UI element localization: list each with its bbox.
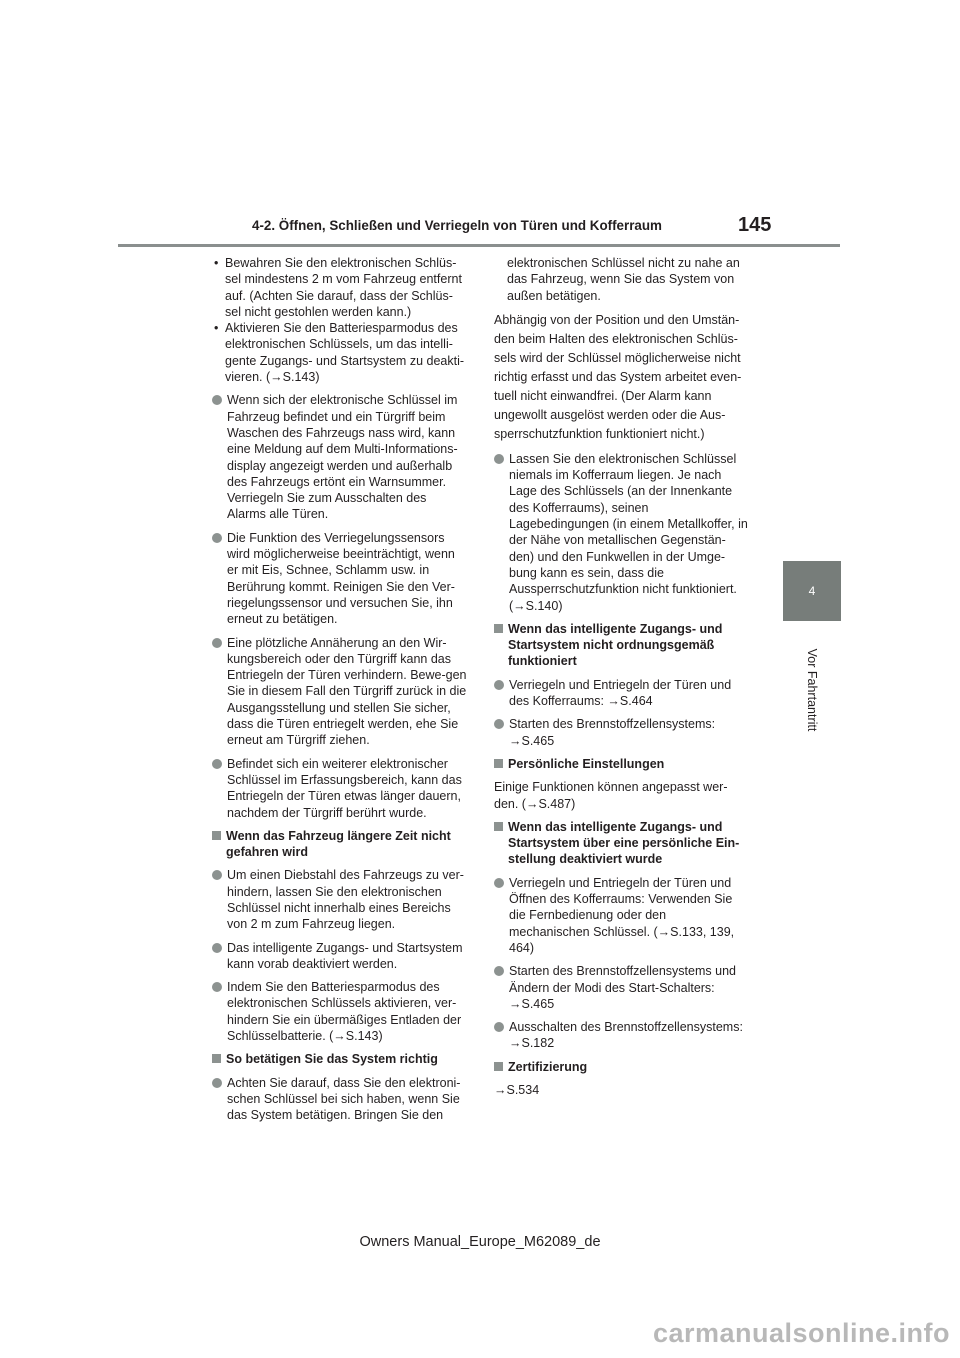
note-item: Lassen Sie den elektronischen Schlüssel niemals im Kofferraum liegen. Je nach Lage des Schlüssels (an der Innenkante des Kofferraums), seinen Lagebedingungen (in einem Metallkoffer, in der Nähe von metallischen Gegenstän-den) und den Funkwellen in der Umge-bung kann es sein, dass die Aussperrschutzfunktion nicht funktioniert. (→S.140)	[494, 451, 750, 614]
list-item: • Bewahren Sie den elektronischen Schlüs-sel mindestens 2 m vom Fahrzeug entfernt auf. (Achten Sie darauf, dass der Schlüs-sel nicht gestohlen werden kann.)	[212, 255, 468, 320]
note-item: Verriegeln und Entriegeln der Türen und des Kofferraums: →S.464	[494, 677, 750, 710]
paragraph: Einige Funktionen können angepasst wer-den. (→S.487)	[494, 780, 728, 811]
note-item: Um einen Diebstahl des Fahrzeugs zu ver-hindern, lassen Sie den elektronischen Schlüssel nicht innerhalb eines Bereichs von 2 m zum Fahrzeug liegen.	[212, 867, 468, 932]
watermark: carmanualsonline.info	[652, 1318, 950, 1348]
footer-doc-id: Owners Manual_Europe_M62089_de	[359, 1234, 601, 1250]
section-title: 4-2. Öffnen, Schließen und Verriegeln von Türen und Kofferraum	[252, 218, 662, 233]
chapter-number: 4	[808, 584, 816, 598]
note-item: Wenn sich der elektronische Schlüssel im Fahrzeug befindet und ein Türgriff beim Waschen des Fahrzeugs nass wird, kann eine Meldung auf dem Multi-Informations-display angezeigt werden und außerhalb des Fahrzeugs ertönt ein Warnsummer. Verriegeln Sie zum Ausschalten des Alarms alle Türen.	[212, 392, 468, 522]
list-item: • Aktivieren Sie den Batteriesparmodus des elektronischen Schlüssels, um das intelli-gente Zugangs- und Startsystem zu deakti-vieren. (→S.143)	[212, 320, 468, 385]
note-item: Achten Sie darauf, dass Sie den elektroni-schen Schlüssel bei sich haben, wenn Sie das System betätigen. Bringen Sie den	[212, 1075, 468, 1124]
chapter-tab[interactable]	[783, 561, 841, 621]
note-item: Indem Sie den Batteriesparmodus des elektronischen Schlüssels aktivieren, ver-hindern Sie ein übermäßiges Entladen der Schlüsselbatterie. (→S.143)	[212, 979, 468, 1044]
page-number: 145	[738, 214, 772, 236]
page-reference: →S.534	[494, 1082, 540, 1097]
note-item: Befindet sich ein weiterer elektronischer Schlüssel im Erfassungsbereich, kann das Entriegeln der Türen etwas länger dauern, nachdem der Türgriff berührt wurde.	[212, 756, 468, 821]
note-item: Die Funktion des Verriegelungssensors wird möglicherweise beeinträchtigt, wenn er mit Eis, Schnee, Schlamm usw. in Berührung kommt. Reinigen Sie den Ver-riegelungssensor und versuchen Sie, ihn erneut zu betätigen.	[212, 530, 468, 628]
right-column	[494, 255, 750, 1105]
note-item: Das intelligente Zugangs- und Startsystem kann vorab deaktiviert werden.	[212, 940, 468, 973]
section-heading: Persönliche Einstellungen	[494, 756, 750, 772]
section-heading: Zertifizierung	[494, 1059, 750, 1075]
section-heading: Wenn das Fahrzeug längere Zeit nicht gefahren wird	[212, 828, 468, 861]
section-heading: So betätigen Sie das System richtig	[212, 1051, 468, 1067]
section-heading: Wenn das intelligente Zugangs- und Startsystem über eine persönliche Ein-stellung deaktiviert wurde	[494, 819, 750, 868]
note-item: Starten des Brennstoffzellensystems und Ändern der Modi des Start-Schalters: →S.465	[494, 963, 750, 1012]
chapter-label: Vor Fahrtantritt	[805, 648, 819, 732]
header-divider	[118, 244, 840, 247]
continued-text: elektronischen Schlüssel nicht zu nahe an das Fahrzeug, wenn Sie das System von außen betätigen.	[507, 256, 740, 303]
note-item: Eine plötzliche Annäherung an den Wir-kungsbereich oder den Türgriff kann das Entriegeln der Türen verhindern. Bewe-gen Sie in diesem Fall den Türgriff zurück in die Ausgangsstellung und stellen Sie sicher, dass die Türen entriegelt werden, ehe Sie erneut am Türgriff ziehen.	[212, 635, 468, 749]
note-item: Verriegeln und Entriegeln der Türen und Öffnen des Kofferraums: Verwenden Sie die Fernbedienung oder den mechanischen Schlüssel. (→S.133, 139, 464)	[494, 875, 750, 956]
left-column	[212, 255, 468, 1131]
note-item: Ausschalten des Brennstoffzellensystems: →S.182	[494, 1019, 750, 1052]
note-item: Starten des Brennstoffzellensystems: →S.465	[494, 716, 750, 749]
paragraph: Abhängig von der Position und den Umstän-den beim Halten des elektronischen Schlüs-sels wird der Schlüssel möglicherweise nicht richtig erfasst und das System arbeitet even-tuell nicht einwandfrei. (Der Alarm kann ungewollt ausgelöst werden oder die Aus-sperrschutzfunktion funktioniert nicht.)	[494, 312, 742, 441]
section-heading: Wenn das intelligente Zugangs- und Startsystem nicht ordnungsgemäß funktioniert	[494, 621, 750, 670]
